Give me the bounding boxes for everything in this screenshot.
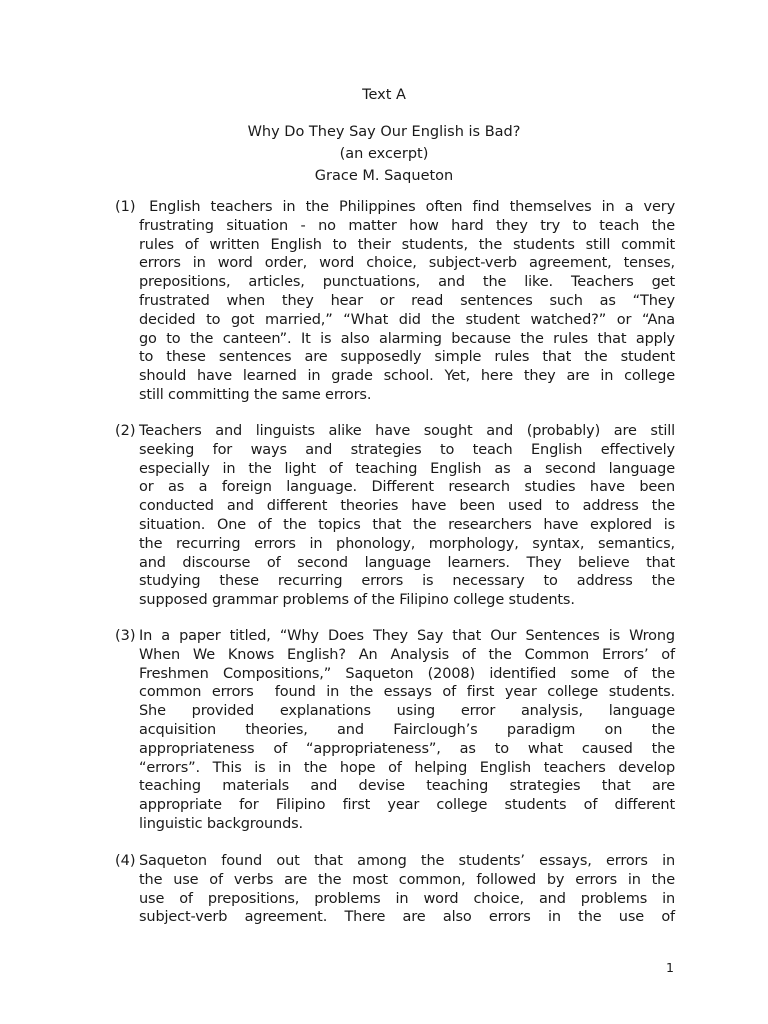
page-number: 1 <box>666 960 674 975</box>
paragraph-line: acquisition theories, and Fairclough’s paradigm on the <box>139 721 675 738</box>
paragraph-line: supposed grammar problems of the Filipino college students. <box>139 592 575 609</box>
document-author: Grace M. Saqueton <box>314 168 454 184</box>
paragraph-line: She provided explanations using error analysis, language <box>139 703 675 720</box>
paragraph-number: (2) <box>115 423 136 439</box>
title-block <box>0 121 768 187</box>
paragraph-number: (3) <box>115 628 136 644</box>
paragraph-line: Freshmen Compositions,” Saqueton (2008) identified some of the <box>139 665 675 682</box>
paragraph-line: Saqueton found out that among the students’ essays, errors in <box>139 853 675 869</box>
paragraph-line: conducted and different theories have been used to address the <box>139 498 675 515</box>
paragraph-line: the recurring errors in phonology, morphology, syntax, semantics, <box>139 535 675 552</box>
paragraph-line: and discourse of second language learners. They believe that <box>139 554 675 571</box>
paragraph-line: should have learned in grade school. Yet, here they are in college <box>139 368 675 385</box>
document-subtitle: (an excerpt) <box>339 146 429 162</box>
paragraph-line: common errors found in the essays of first year college students. <box>139 684 675 701</box>
paragraph-line: especially in the light of teaching English as a second language <box>139 460 675 477</box>
paragraph-line: studying these recurring errors is necessary to address the <box>139 573 675 590</box>
paragraph-number: (1) <box>115 199 136 215</box>
paragraph-line: teaching materials and devise teaching strategies that are <box>139 778 675 795</box>
paragraph-line: situation. One of the topics that the researchers have explored is <box>139 516 675 533</box>
paragraph-line: frustrating situation - no matter how hard they try to teach the <box>139 217 675 234</box>
paragraph-line: seeking for ways and strategies to teach English effectively <box>139 441 675 458</box>
paragraph-line: use of prepositions, problems in word choice, and problems in <box>139 890 675 907</box>
paragraph-line: “errors”. This is in the hope of helping English teachers develop <box>139 759 675 776</box>
paragraph-line: appropriateness of “appropriateness”, as to what caused the <box>139 740 675 757</box>
paragraph-line: rules of written English to their students, the students still commit <box>139 236 675 253</box>
paragraph-line: English teachers in the Philippines often find themselves in a very <box>139 199 675 215</box>
paragraph-line: appropriate for Filipino first year college students of different <box>139 797 675 814</box>
paragraph-line: subject-verb agreement. There are also errors in the use of <box>139 909 675 926</box>
paragraph-line: still committing the same errors. <box>139 386 372 403</box>
paragraph-line: prepositions, articles, punctuations, and the like. Teachers get <box>139 274 675 291</box>
paragraph-line: or as a foreign language. Different research studies have been <box>139 479 675 496</box>
paragraph-line: linguistic backgrounds. <box>139 815 303 832</box>
document-title: Why Do They Say Our English is Bad? <box>247 124 521 140</box>
text-label: Text A <box>362 87 406 103</box>
paragraph-line: to these sentences are supposedly simple rules that the student <box>139 349 675 366</box>
paragraph-line: Teachers and linguists alike have sought and (probably) are still <box>139 423 675 439</box>
paragraph-line: errors in word order, word choice, subject-verb agreement, tenses, <box>139 255 675 272</box>
paragraph-line: the use of verbs are the most common, followed by errors in the <box>139 871 675 888</box>
paragraph-line: go to the canteen”. It is also alarming because the rules that apply <box>139 330 675 347</box>
paragraph-line: In a paper titled, “Why Does They Say that Our Sentences is Wrong <box>139 628 675 644</box>
paragraph-number: (4) <box>115 853 136 869</box>
paragraph-line: decided to got married,” “What did the student watched?” or “Ana <box>139 311 675 328</box>
paragraph-line: frustrated when they hear or read sentences such as “They <box>139 292 675 309</box>
paragraph-line: When We Knows English? An Analysis of the Common Errors’ of <box>139 646 675 663</box>
